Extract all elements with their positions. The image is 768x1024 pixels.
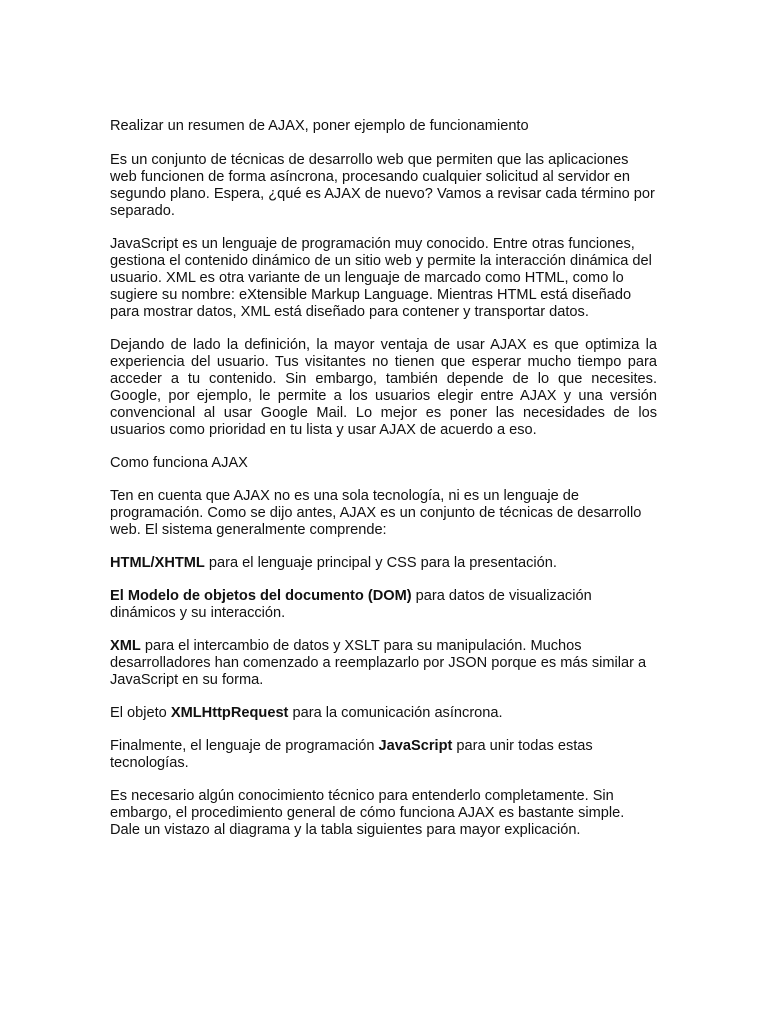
component-xml (110, 638, 657, 689)
component-term: XML (110, 638, 141, 654)
definitions-paragraph: JavaScript es un lenguaje de programación muy conocido. Entre otras funciones, gestiona el contenido dinámico de un sitio web y permite la interacción dinámica del usuario. XML es otra variante de un lenguaje de marcado como HTML, como lo sugiere su nombre: eXtensible Markup Language. Mientras HTML está diseñado para mostrar datos, XML está diseñado para contener y transportar datos. (110, 236, 652, 320)
component-dom (110, 588, 657, 622)
component-prefix: El objeto (110, 705, 171, 721)
component-javascript (110, 738, 657, 772)
component-term: XMLHttpRequest (170, 705, 289, 721)
document-heading: Realizar un resumen de AJAX, poner ejemplo de funcionamiento (110, 118, 529, 134)
advantages-paragraph: Dejando de lado la definición, la mayor ventaja de usar AJAX es que optimiza la experiencia del usuario. Tus visitantes no tienen que esperar mucho tiempo para acceder a tu contenido. Sin embargo, también depende de lo que necesites. Google, por ejemplo, le permite a los usuarios elegir entre AJAX y una versión convencional al usar Google Mail. Lo mejor es poner las necesidades de los usuarios como prioridad en tu lista y usar AJAX de acuerdo a eso. (110, 337, 657, 438)
component-html-xhtml (110, 555, 657, 572)
component-description: para unir todas estas tecnologías. (110, 738, 593, 771)
component-term: HTML/XHTML (110, 555, 205, 571)
section-intro-paragraph: Ten en cuenta que AJAX no es una sola tecnología, ni es un lenguaje de programación. Como se dijo antes, AJAX es un conjunto de técnicas de desarrollo web. El sistema generalmente comprende: (110, 488, 642, 538)
closing-paragraph: Es necesario algún conocimiento técnico para entenderlo completamente. Sin embargo, el procedimiento general de cómo funciona AJAX es bastante simple. Dale un vistazo al diagrama y la tabla siguientes para mayor explicación. (110, 788, 625, 838)
section-heading: Como funciona AJAX (110, 455, 248, 471)
component-description: para el intercambio de datos y XSLT para su manipulación. Muchos desarrolladores han comenzado a reemplazarlo por JSON porque es más similar a JavaScript en su forma. (110, 638, 647, 688)
component-description: para datos de visualización dinámicos y su interacción. (110, 588, 592, 621)
component-description: para el lenguaje principal y CSS para la presentación. (204, 555, 557, 571)
component-prefix: Finalmente, el lenguaje de programación (110, 738, 379, 754)
component-term: JavaScript (378, 738, 453, 754)
intro-paragraph: Es un conjunto de técnicas de desarrollo web que permiten que las aplicaciones web funcionen de forma asíncrona, procesando cualquier solicitud al servidor en segundo plano. Espera, ¿qué es AJAX de nuevo? Vamos a revisar cada término por separado. (110, 152, 655, 219)
component-xmlhttprequest (110, 705, 657, 722)
component-term: El Modelo de objetos del documento (DOM) (110, 588, 412, 604)
document-page (110, 118, 657, 855)
component-description: para la comunicación asíncrona. (288, 705, 503, 721)
